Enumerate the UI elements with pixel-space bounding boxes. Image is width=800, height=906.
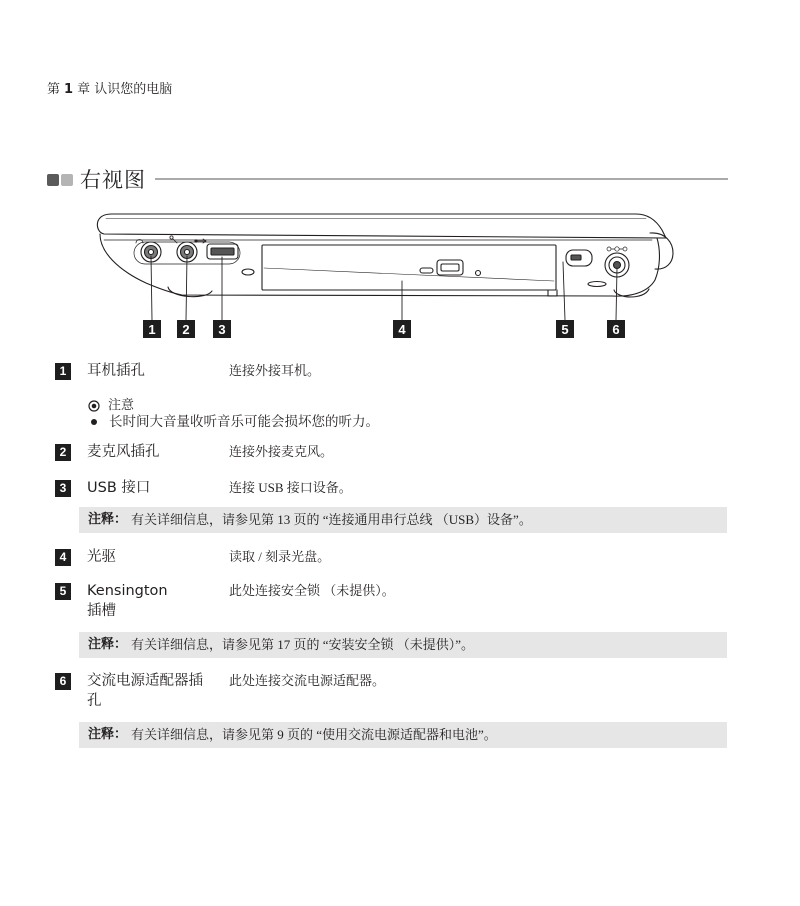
chapter-prefix: 第 <box>47 82 61 97</box>
item-number-badge: 2 <box>55 444 71 461</box>
callout-number-1: 1 <box>148 322 156 337</box>
chapter-title: 章 认识您的电脑 <box>77 82 173 97</box>
section-marker-dark-icon <box>47 174 59 186</box>
chapter-header <box>47 81 172 99</box>
laptop-right-side-illustration <box>0 200 800 345</box>
item-name-line: Kensington <box>87 583 168 599</box>
caution-title: 注意 <box>108 398 135 413</box>
drive-activity-led <box>420 268 433 273</box>
callout-line-1 <box>151 256 152 320</box>
kensington-slot <box>566 250 592 266</box>
item-description: 连接 USB 接口设备。 <box>229 480 352 495</box>
item-number-badge: 3 <box>55 480 71 497</box>
item-name <box>87 442 160 462</box>
section-title: 右视图 <box>80 168 146 192</box>
note-box <box>79 632 727 658</box>
item-name-line: 耳机插孔 <box>87 363 145 379</box>
item-number-badge: 6 <box>55 673 71 690</box>
item-name-line: USB 接口 <box>87 480 151 496</box>
item-description: 此处连接安全锁 （未提供）。 <box>229 583 395 598</box>
bullet-icon <box>91 419 97 425</box>
item-name-line: 交流电源适配器插 <box>87 673 203 689</box>
section-rule <box>155 178 728 180</box>
port-item-microphone <box>0 442 800 462</box>
emergency-eject-hole <box>476 271 481 276</box>
caution-block <box>0 398 800 430</box>
dc-power-icon <box>607 247 627 251</box>
chapter-number: 1 <box>64 82 74 97</box>
note-box <box>79 722 727 748</box>
laptop-lid <box>97 214 666 238</box>
port-item-headphone <box>0 361 800 381</box>
item-description: 读取 / 刻录光盘。 <box>229 549 331 564</box>
callout-number-2: 2 <box>182 322 190 337</box>
note-box <box>79 507 727 533</box>
item-description: 连接外接麦克风。 <box>229 444 334 459</box>
item-name-line: 光驱 <box>87 549 116 565</box>
usb-icon <box>195 239 206 243</box>
item-name <box>87 581 168 621</box>
item-number-badge: 5 <box>55 583 71 600</box>
callout-number-5: 5 <box>561 322 569 337</box>
vent-slot <box>588 282 606 287</box>
usb-port <box>207 244 238 259</box>
item-name <box>87 547 116 567</box>
item-number-badge: 1 <box>55 363 71 380</box>
section-marker-light-icon <box>61 174 73 186</box>
callout-line-6 <box>616 268 617 320</box>
caution-bullet-text: 长时间大音量收听音乐可能会损坏您的听力。 <box>109 414 379 429</box>
item-name-line: 麦克风插孔 <box>87 444 160 460</box>
item-name <box>87 361 145 381</box>
port-item-optical-drive <box>0 547 800 567</box>
note-text: 有关详细信息，请参见第 13 页的 “连接通用串行总线 （USB）设备”。 <box>131 512 532 527</box>
note-label: 注释： <box>88 637 128 652</box>
status-indicator <box>242 269 254 275</box>
callout-line-2 <box>186 256 187 320</box>
note-label: 注释： <box>88 727 128 742</box>
item-name-line: 插槽 <box>87 603 116 619</box>
port-item-kensington <box>0 581 800 619</box>
note-text: 有关详细信息，请参见第 17 页的 “安装安全锁 （未提供）”。 <box>131 637 475 652</box>
laptop-base <box>100 234 659 296</box>
caution-icon <box>88 400 100 412</box>
note-label: 注释： <box>88 512 128 527</box>
item-name-line: 孔 <box>87 693 102 709</box>
port-item-ac-adapter <box>0 671 800 709</box>
eject-button <box>437 260 463 275</box>
callout-number-3: 3 <box>218 322 226 337</box>
note-text: 有关详细信息，请参见第 9 页的 “使用交流电源适配器和电池”。 <box>131 727 497 742</box>
callout-number-4: 4 <box>398 322 406 337</box>
item-name <box>87 478 150 498</box>
item-description: 连接外接耳机。 <box>229 363 321 378</box>
item-number-badge: 4 <box>55 549 71 566</box>
callout-number-6: 6 <box>612 322 620 337</box>
port-item-usb <box>0 478 800 498</box>
optical-drive <box>262 245 557 296</box>
item-description: 此处连接交流电源适配器。 <box>229 673 386 688</box>
callout-line-5 <box>563 262 565 320</box>
item-name <box>87 671 203 711</box>
